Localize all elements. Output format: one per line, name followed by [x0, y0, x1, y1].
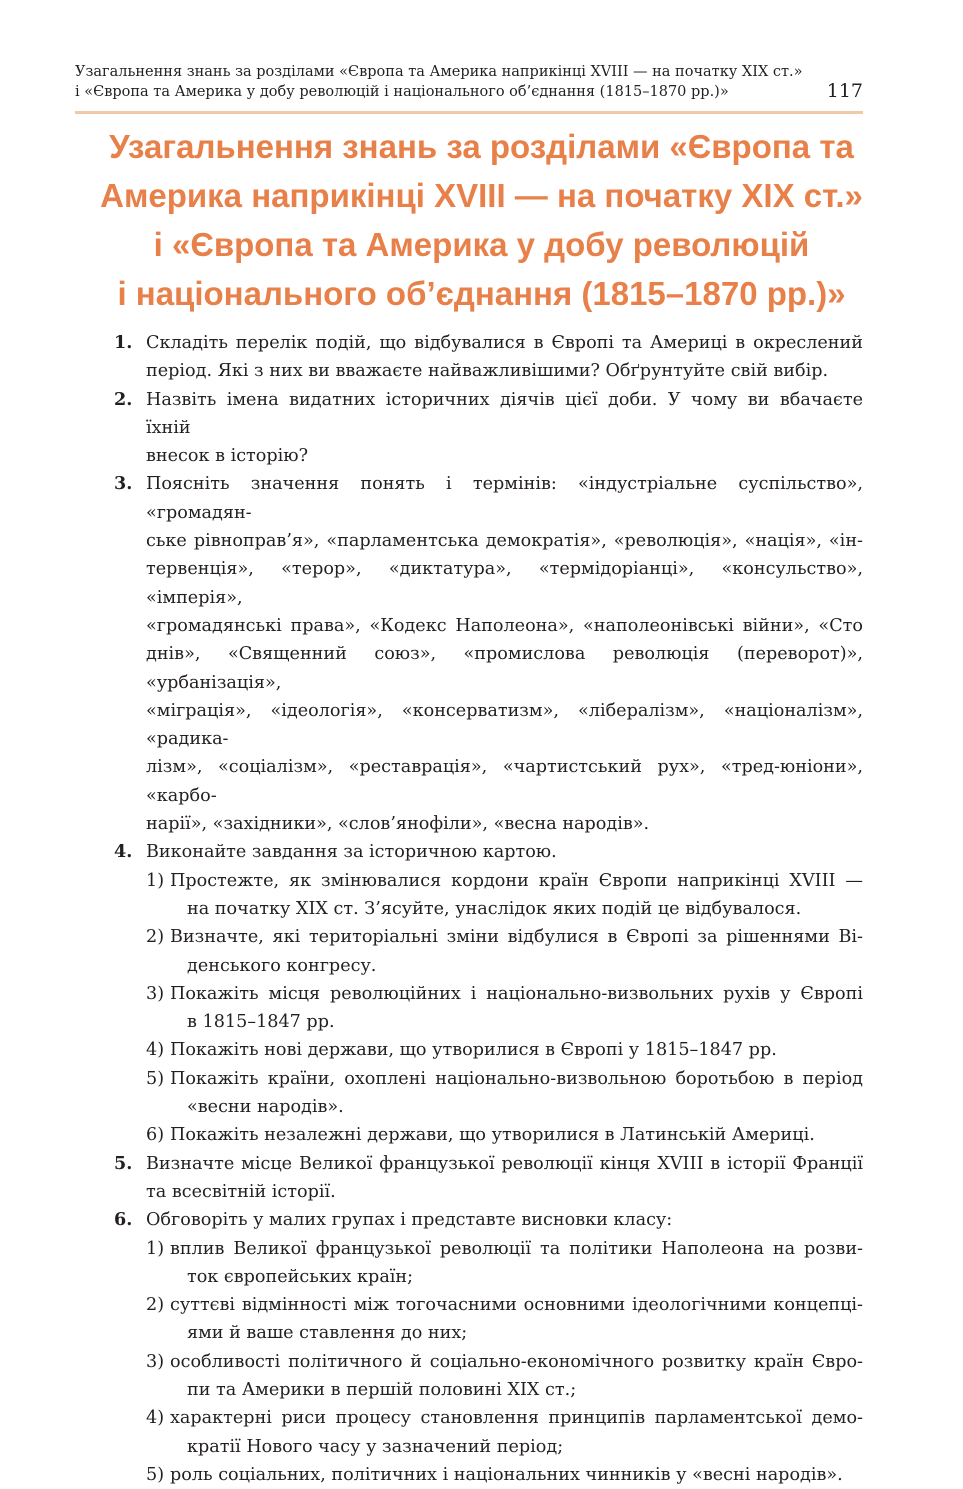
subtask-text-line: Визначте, які територіальні зміни відбулися в Європі за рішеннями Ві-	[170, 927, 863, 948]
task-text-line: Визначте місце Великої французької революції кінця XVIII в історії Франції	[146, 1153, 863, 1174]
subtask-text-line: суттєві відмінності між тогочасними основними ідеологічними концепці-	[170, 1295, 863, 1316]
task-number: 2.	[114, 388, 133, 410]
subtask-number: 1)	[146, 870, 165, 891]
task-text-line: лізм», «соціалізм», «реставрація», «чартистський рух», «тред-юніони», «карбо-	[146, 757, 863, 806]
task-item	[0, 329, 963, 386]
subtask-text-line: характерні риси процесу становлення принципів парламентської демо-	[170, 1408, 863, 1429]
subtask-number: 6)	[146, 1125, 165, 1146]
subtask-number: 3)	[146, 1351, 165, 1372]
subtask-item	[0, 867, 963, 924]
subtask-number: 2)	[146, 1295, 165, 1316]
subtask-item	[0, 1235, 963, 1292]
subtask-number: 3)	[146, 983, 165, 1004]
subtask-text-line: пи та Америки в першій половині XIX ст.;	[187, 1379, 577, 1400]
subtask-number: 5)	[146, 1068, 165, 1089]
subtask-text-line: Простежте, як змінювалися кордони країн Європи наприкінці XVIII —	[170, 870, 863, 891]
header-divider	[75, 111, 863, 114]
subtask-number: 2)	[146, 927, 165, 948]
task-text-line: Назвіть імена видатних історичних діячів цієї доби. У чому ви вбачаєте їхній	[146, 389, 863, 438]
subtask-text-line: в 1815–1847 рр.	[187, 1012, 335, 1033]
subtask-text-line: кратії Нового часу у зазначений період;	[187, 1436, 564, 1457]
task-text-line: Виконайте завдання за історичною картою.	[146, 842, 557, 863]
task-text-line: Складіть перелік подій, що відбувалися в Європі та Америці в окреслений	[146, 333, 863, 353]
task-item	[0, 1206, 963, 1234]
subtask-text-line: роль соціальних, політичних і національних чинників у «весні народів».	[170, 1464, 843, 1485]
subtask-text-line: денського конгресу.	[187, 955, 377, 976]
title-line-1: Узагальнення знань за розділами «Європа та	[109, 128, 854, 165]
title-line-3: і «Європа та Америка у добу революцій	[153, 226, 810, 263]
subtask-item	[0, 980, 963, 1037]
task-number: 3.	[114, 473, 133, 495]
subtask-text-line: ями й ваше ставлення до них;	[187, 1323, 468, 1344]
title-line-2: Америка наприкінці XVIII — на початку XIX ст.»	[100, 177, 863, 214]
task-text-line: період. Які з них ви вважаєте найважливішими? Обґрунтуйте свій вибір.	[146, 361, 829, 382]
task-text-line: та всесвітній історії.	[146, 1181, 336, 1202]
subtask-text-line: Покажіть місця революційних і національно-визвольних рухів у Європі	[170, 983, 863, 1004]
subtask-item	[0, 1291, 963, 1348]
page-title	[40, 122, 923, 318]
task-text-line: «громадянські права», «Кодекс Наполеона», «наполеонівські війни», «Сто	[146, 615, 863, 636]
subtask-number: 4)	[146, 1040, 165, 1061]
task-text-line: Поясніть значення понять і термінів: «індустріальне суспільство», «громадян-	[146, 474, 863, 523]
task-item	[0, 386, 963, 471]
subtask-text-line: на початку XIX ст. З’ясуйте, унаслідок яких подій це відбувалося.	[187, 898, 802, 919]
subtask-item	[0, 1065, 963, 1122]
subtask-item	[0, 1348, 963, 1405]
task-item	[0, 838, 963, 866]
subtask-item	[0, 1404, 963, 1461]
task-text-line: тервенція», «терор», «диктатура», «термідоріанці», «консульство», «імперія»,	[146, 559, 863, 608]
subtask-text-line: особливості політичного й соціально-економічного розвитку країн Євро-	[170, 1351, 863, 1372]
task-text-line: «міграція», «ідеологія», «консерватизм», «лібералізм», «націоналізм», «радика-	[146, 700, 863, 750]
running-head-line-1: Узагальнення знань за розділами «Європа та Америка наприкінці XVIII — на початку XIX ст.»	[75, 64, 803, 80]
subtask-item	[0, 1461, 963, 1489]
subtask-number: 1)	[146, 1238, 165, 1259]
task-text-line: Обговоріть у малих групах і представте висновки класу:	[146, 1210, 673, 1231]
subtask-text-line: Покажіть країни, охоплені національно-визвольною боротьбою в період	[170, 1068, 863, 1089]
task-number: 5.	[114, 1152, 133, 1174]
subtask-item	[0, 923, 963, 980]
running-head	[75, 62, 805, 102]
subtask-text-line: ток європейських країн;	[187, 1266, 414, 1287]
subtask-text-line: вплив Великої французької революції та політики Наполеона на розви-	[170, 1238, 863, 1259]
subtask-number: 4)	[146, 1408, 165, 1429]
task-number: 4.	[114, 841, 133, 863]
subtask-item	[0, 1121, 963, 1149]
task-item	[0, 470, 963, 838]
running-head-line-2: і «Європа та Америка у добу революцій і національного об’єднання (1815–1870 рр.)»	[75, 84, 729, 100]
task-text-line: ське рівноправ’я», «парламентська демократія», «революція», «нація», «ін-	[146, 531, 863, 552]
task-list	[0, 329, 963, 1489]
page-number: 117	[826, 80, 863, 102]
subtask-text-line: Покажіть незалежні держави, що утворилися в Латинській Америці.	[170, 1125, 815, 1146]
task-text-line: внесок в історію?	[146, 446, 309, 467]
subtask-item	[0, 1036, 963, 1064]
task-number: 6.	[114, 1209, 133, 1231]
subtask-number: 5)	[146, 1464, 165, 1485]
task-item	[0, 1150, 963, 1207]
title-line-4: і національного об’єднання (1815–1870 рр.)»	[117, 275, 846, 312]
subtask-text-line: «весни народів».	[187, 1097, 344, 1118]
subtask-text-line: Покажіть нові держави, що утворилися в Європі у 1815–1847 рр.	[170, 1040, 777, 1061]
task-number: 1.	[114, 332, 133, 353]
task-text-line: нарії», «західники», «слов’янофіли», «весна народів».	[146, 814, 650, 835]
task-text-line: днів», «Священний союз», «промислова революція (переворот)», «урбанізація»,	[146, 644, 863, 693]
